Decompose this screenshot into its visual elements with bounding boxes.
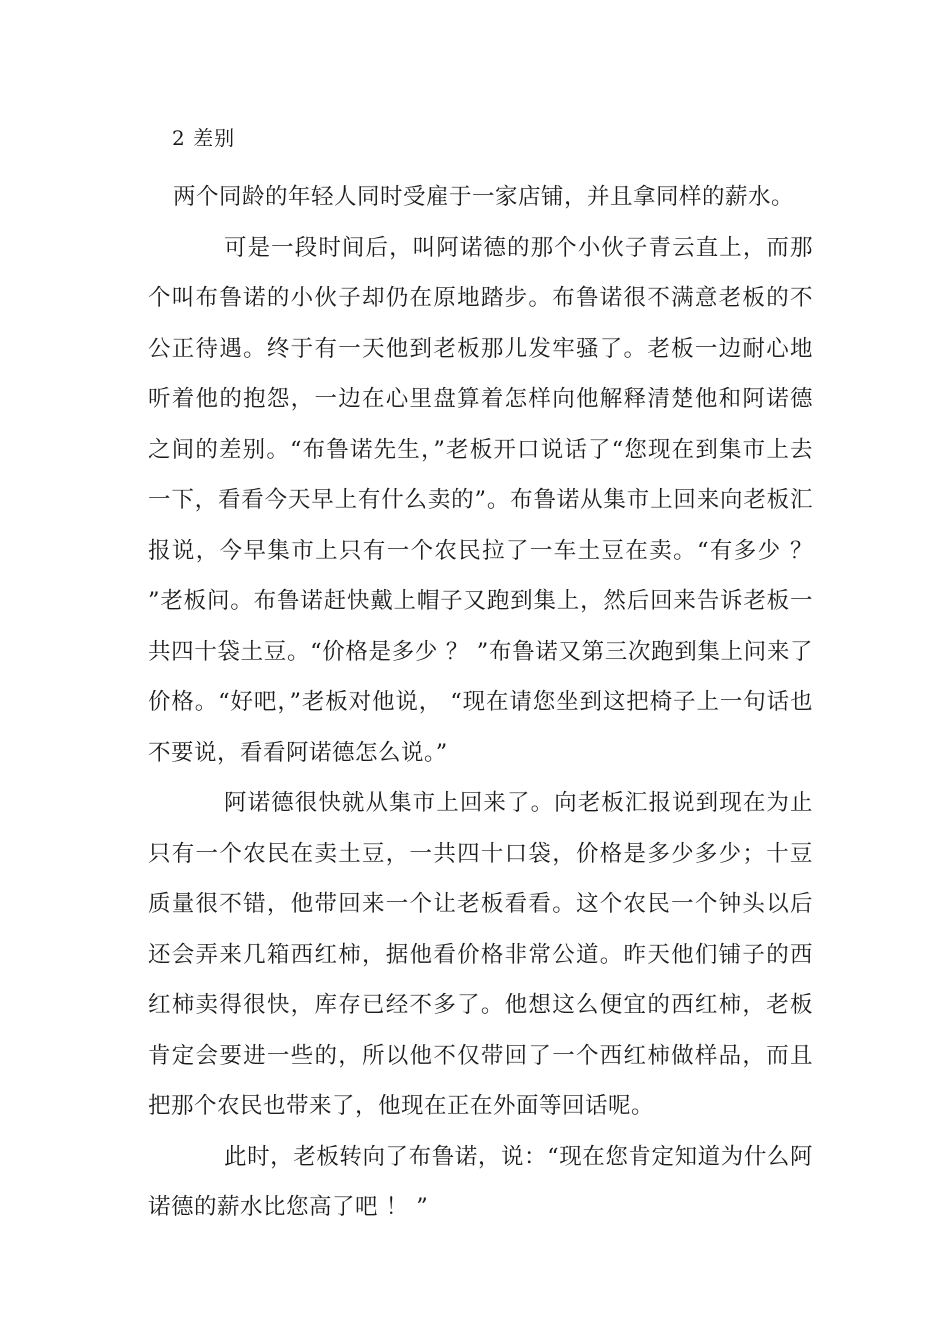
paragraph-intro: 两个同龄的年轻人同时受雇于一家店铺，并且拿同样的薪水。 xyxy=(173,184,795,210)
paragraph-arnold: 阿诺德很快就从集市上回来了。向老板汇报说到现在为止只有一个农民在卖土豆，一共四十口袋，价格是多少多少；十豆质量很不错，他带回来一个让老板看看。这个农民一个钟头以后还会弄来几箱西红柿，据他看价格非常公道。昨天他们铺子的西红柿卖得很快，库存已经不多了。他想这么便宜的西红柿，老板肯定会要进一些的，所以他不仅带回了一个西红柿做样品，而且把那个农民也带来了，他现在正在外面等回话呢。 xyxy=(148,790,813,1119)
story-body xyxy=(148,172,813,1233)
section-heading: 2 差别 xyxy=(172,126,236,150)
paragraph-bruno: 可是一段时间后，叫阿诺德的那个小伙子青云直上，而那个叫布鲁诺的小伙子却仍在原地踏步。布鲁诺很不满意老板的不公正待遇。终于有一天他到老板那儿发牢骚了。老板一边耐心地听着他的抱怨，一边在心里盘算着怎样向他解释清楚他和阿诺德之间的差别。“布鲁诺先生，”老板开口说话了“您现在到集市上去一下，看看今天早上有什么卖的”。布鲁诺从集市上回来向老板汇报说，今早集市上只有一个农民拉了一车土豆在卖。“有多少 ？ ”老板问。布鲁诺赶快戴上帽子又跑到集上，然后回来告诉老板一共四十袋土豆。“价格是多少 ？ ”布鲁诺又第三次跑到集上问来了价格。“好吧，”老板对他说， “现在请您坐到这把椅子上一句话也不要说，看看阿诺德怎么说。” xyxy=(148,234,813,766)
paragraph-conclusion: 此时，老板转向了布鲁诺，说：“现在您肯定知道为什么阿诺德的薪水比您高了吧 ！ ” xyxy=(148,1143,813,1220)
